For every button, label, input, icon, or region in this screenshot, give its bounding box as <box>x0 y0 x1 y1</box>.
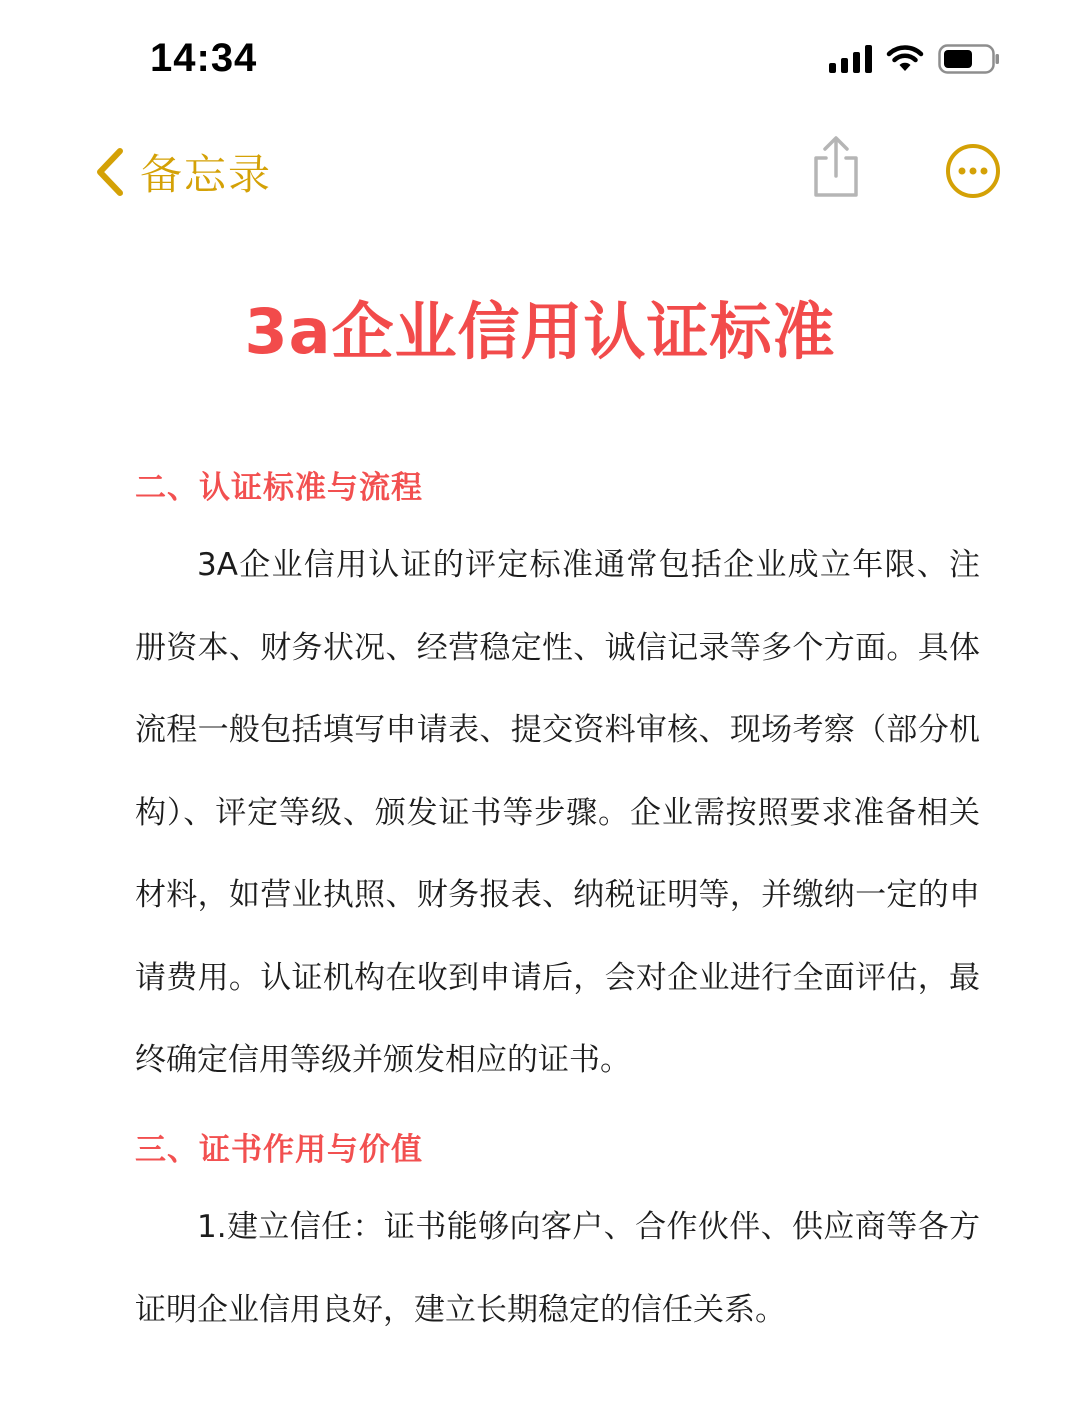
nav-bar <box>0 120 1080 220</box>
note-title: 3a企业信用认证标准 <box>244 295 836 368</box>
more-button[interactable] <box>944 142 1002 204</box>
status-bar <box>0 0 1080 120</box>
battery-icon <box>938 44 1000 74</box>
section-heading-value: 三、证书作用与价值 <box>135 1132 423 1168</box>
share-button[interactable] <box>808 134 864 204</box>
share-icon <box>808 134 864 200</box>
more-icon <box>944 142 1002 200</box>
section-heading-process: 二、认证标准与流程 <box>135 470 423 506</box>
back-label: 备忘录 <box>140 150 273 199</box>
status-time: 14:34 <box>150 36 258 80</box>
wifi-icon <box>886 44 924 74</box>
chevron-left-icon <box>92 146 126 198</box>
paragraph-process[interactable]: 3A企业信用认证的评定标准通常包括企业成立年限、注册资本、财务状况、经营稳定性、诚信记录等多个方面。具体流程一般包括填写申请表、提交资料审核、现场考察（部分机构）、评定等级、颁发证书等步骤。企业需按照要求准备相关材料，如营业执照、财务报表、纳税证明等，并缴纳一定的申请费用。认证机构在收到申请后，会对企业进行全面评估，最终确定信用等级并颁发相应的证书。 <box>135 547 980 1078</box>
status-icons <box>829 44 1000 74</box>
paragraph-value[interactable]: 1.建立信任：证书能够向客户、合作伙伴、供应商等各方证明企业信用良好，建立长期稳定的信任关系。 <box>135 1209 980 1328</box>
cellular-signal-icon <box>829 45 872 73</box>
back-button[interactable] <box>92 142 272 202</box>
